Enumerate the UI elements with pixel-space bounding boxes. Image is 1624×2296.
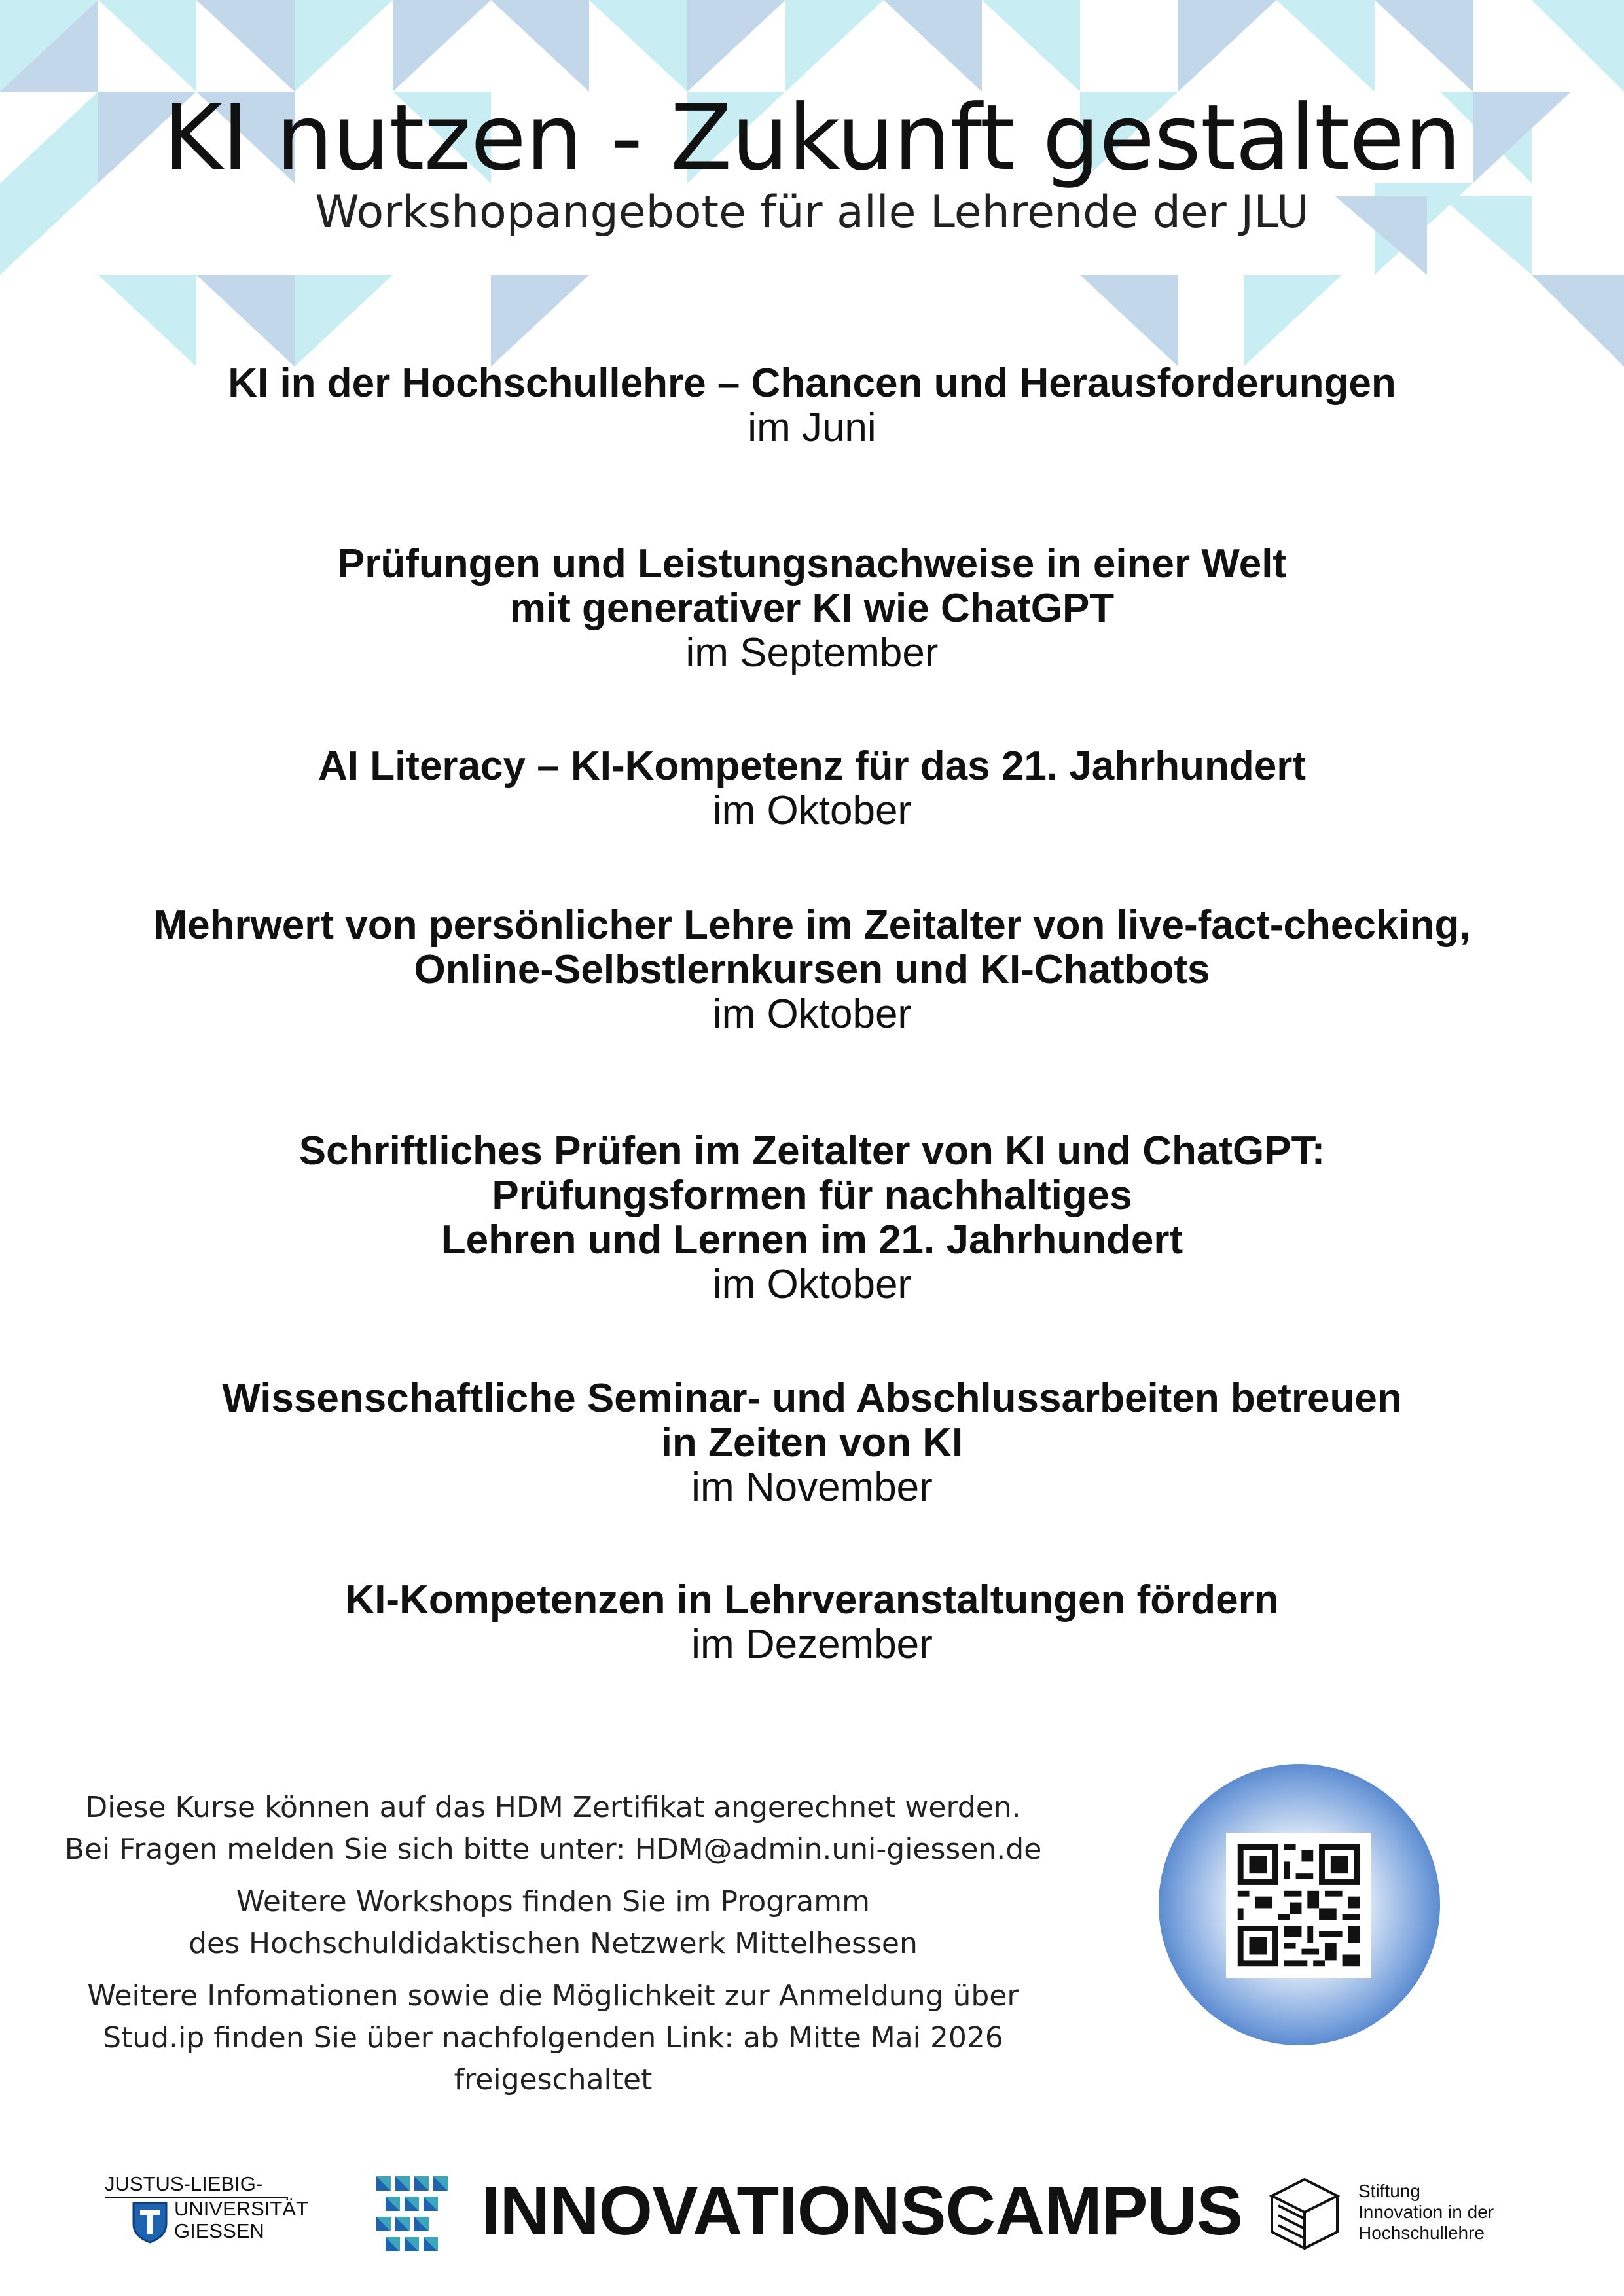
- workshop-title: AI Literacy – KI-Kompetenz für das 21. Jahrhundert: [317, 744, 1306, 789]
- innovationscampus-wordmark: INNOVATIONSCAMPUS: [481, 2172, 1242, 2250]
- page-title: KI nutzen - Zukunft gestalten: [163, 85, 1461, 190]
- workshop-item: [0, 1376, 1624, 1510]
- network-text: Weitere Workshops finden Sie im Programm des Hochschuldidaktischen Netzwerk Mittelhessen: [189, 1885, 918, 1960]
- workshop-date: im Oktober: [712, 788, 912, 833]
- workshop-title: Prüfungen und Leistungsnachweise in einer Welt mit generativer KI wie ChatGPT: [337, 541, 1287, 631]
- jlu-logo-icon: [131, 2200, 169, 2244]
- workshop-date: im November: [691, 1465, 933, 1510]
- workshop-item: [0, 361, 1624, 450]
- workshop-date: im Oktober: [712, 1262, 912, 1307]
- workshop-date: im Dezember: [691, 1622, 933, 1667]
- page-subtitle: Workshopangebote für alle Lehrende der JLU: [315, 187, 1309, 238]
- workshop-title: KI in der Hochschullehre – Chancen und Herausforderungen: [228, 361, 1396, 406]
- qr-code-icon: [1226, 1833, 1371, 1978]
- workshop-item: [0, 1578, 1624, 1667]
- workshop-item: [0, 1129, 1624, 1307]
- jlu-line-1: JUSTUS-LIEBIG-: [105, 2172, 263, 2195]
- workshop-date: im Oktober: [712, 992, 912, 1037]
- innovationscampus-logo-icon: [376, 2176, 448, 2251]
- stiftung-wordmark: Stiftung Innovation in der Hochschullehre: [1358, 2181, 1494, 2243]
- jlu-line-3: GIESSEN: [174, 2219, 264, 2242]
- workshop-item: [0, 903, 1624, 1037]
- registration-text: Weitere Infomationen sowie die Möglichkeit zur Anmeldung über Stud.ip finden Sie über nachfolgenden Link: ab Mitte Mai 2026 freigeschaltet: [87, 1979, 1019, 2096]
- stiftung-cube-icon: [1269, 2176, 1341, 2251]
- workshop-title: Wissenschaftliche Seminar- und Abschlussarbeiten betreuen in Zeiten von KI: [222, 1376, 1402, 1465]
- certificate-text: Diese Kurse können auf das HDM Zertifikat angerechnet werden. Bei Fragen melden Sie sich bitte unter: HDM@admin.uni-giessen.de: [64, 1791, 1042, 1866]
- jlu-logo: [105, 2173, 327, 2258]
- info-block: [26, 1787, 1080, 2101]
- workshop-date: im September: [685, 630, 939, 675]
- workshop-title: Mehrwert von persönlicher Lehre im Zeitalter von live-fact-checking, Online-Selbstlernkursen und KI-Chatbots: [153, 903, 1471, 992]
- workshop-item: [0, 744, 1624, 833]
- workshop-title: Schriftliches Prüfen im Zeitalter von KI und ChatGPT: Prüfungsformen für nachhaltiges Lehren und Lernen im 21. Jahrhundert: [298, 1128, 1326, 1263]
- workshop-item: [0, 542, 1624, 675]
- workshop-title: KI-Kompetenzen in Lehrveranstaltungen fördern: [345, 1577, 1279, 1623]
- workshop-date: im Juni: [748, 405, 876, 450]
- qr-code[interactable]: [1226, 1833, 1371, 1978]
- jlu-line-2: UNIVERSITÄT: [174, 2197, 308, 2220]
